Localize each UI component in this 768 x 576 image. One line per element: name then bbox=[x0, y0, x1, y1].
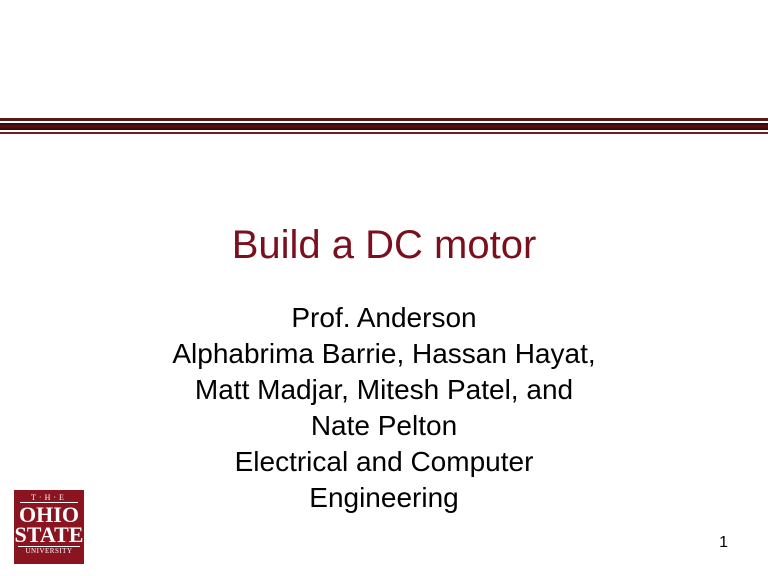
logo-university: UNIVERSITY bbox=[18, 546, 80, 556]
authors-line-3: Nate Pelton bbox=[310, 410, 458, 441]
logo-ohio: OHIO bbox=[19, 502, 79, 527]
header-rule-top bbox=[0, 118, 768, 121]
presenter-line: Prof. Anderson bbox=[291, 302, 477, 333]
slide-title: Build a DC motor bbox=[231, 223, 537, 267]
header-rule-bottom bbox=[0, 132, 768, 134]
authors-line-1: Alphabrima Barrie, Hassan Hayat, bbox=[172, 338, 596, 369]
university-logo bbox=[14, 490, 84, 564]
logo-the: T·H·E bbox=[20, 493, 78, 503]
header-rule-main bbox=[0, 123, 768, 130]
department-line-2: Engineering bbox=[309, 482, 459, 513]
authors-line-2: Matt Madjar, Mitesh Patel, and bbox=[194, 374, 574, 405]
page-number: 1 bbox=[719, 534, 728, 551]
department-line-1: Electrical and Computer bbox=[234, 446, 534, 477]
subtitle-block bbox=[90, 300, 678, 516]
logo-state: STATE bbox=[14, 522, 84, 547]
